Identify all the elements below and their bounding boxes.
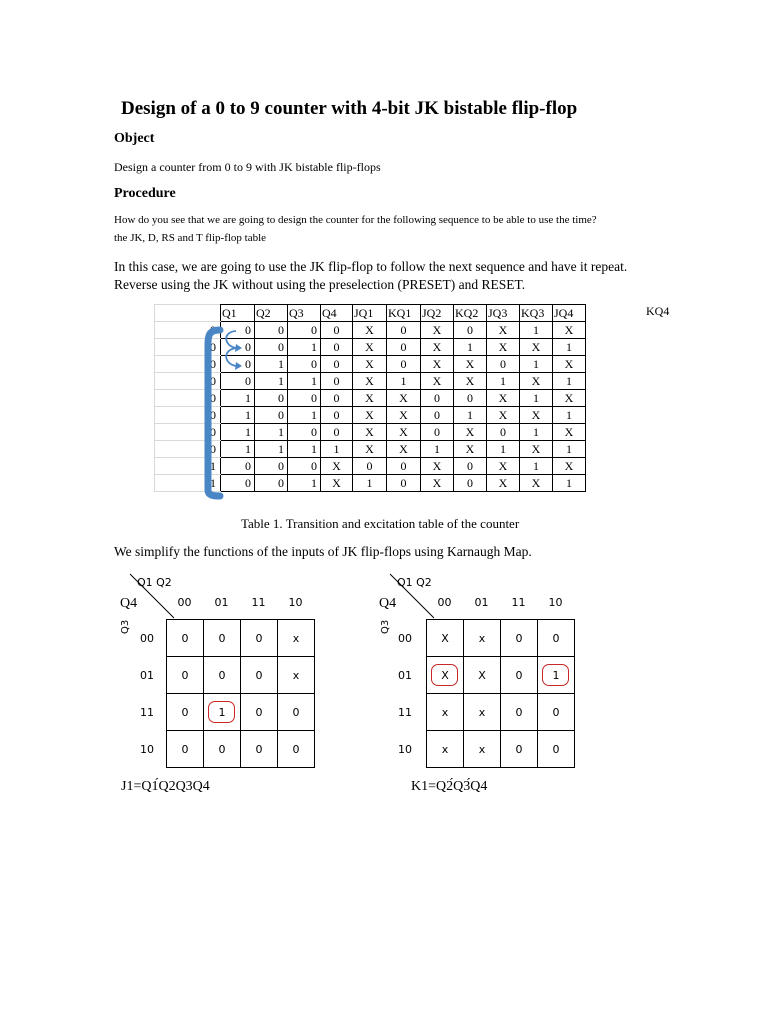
table-cell: 0	[255, 339, 288, 356]
kmap-cell	[167, 657, 204, 694]
table-cell: 0	[221, 339, 255, 356]
table-cell: 0	[255, 475, 288, 492]
table-cell: 0	[155, 373, 221, 390]
kmap-row-header: 11	[398, 706, 412, 719]
equation-k1: K1=Q2́Q3́Q4	[411, 779, 488, 794]
table-cell: 1	[553, 407, 586, 424]
table-cell: 1	[553, 373, 586, 390]
table-header-cell: Q4	[321, 305, 353, 322]
table-cell: 1	[221, 390, 255, 407]
kmap-cell-value: 0	[292, 705, 300, 719]
table-cell: X	[553, 458, 586, 475]
table-cell: X	[421, 339, 454, 356]
table-cell: 0	[321, 390, 353, 407]
table-cell: 1	[288, 441, 321, 458]
kmap-cell	[241, 620, 278, 657]
kmap-rotated-label: Q3	[380, 619, 391, 634]
group-circle	[208, 701, 235, 723]
kmap-cell	[204, 620, 241, 657]
table-cell: X	[520, 373, 553, 390]
kmap-col-header: 11	[511, 596, 526, 609]
kmap-cell	[241, 731, 278, 768]
table-cell: 1	[421, 441, 454, 458]
kmap-grid	[166, 619, 315, 768]
table-cell: 0	[255, 390, 288, 407]
table-cell: 1	[155, 458, 221, 475]
table-cell: 0	[321, 322, 353, 339]
table-cell: 0	[321, 373, 353, 390]
kmap-cell	[167, 731, 204, 768]
kmap-row-header: 10	[140, 743, 154, 756]
kmap-cell	[278, 731, 315, 768]
table-cell: 0	[321, 424, 353, 441]
table-cell: X	[353, 322, 387, 339]
table-header-row	[155, 305, 586, 322]
table-cell: X	[387, 424, 421, 441]
kmap-cell	[241, 694, 278, 731]
group-circle	[431, 664, 458, 686]
object-heading: Object	[114, 131, 155, 146]
table-cell: X	[353, 339, 387, 356]
table-cell: 0	[255, 407, 288, 424]
kmap-cell	[427, 657, 464, 694]
table-cell: 1	[487, 441, 520, 458]
kmap-col-header: 11	[251, 596, 266, 609]
kmap-cell-value: 0	[515, 742, 523, 756]
kmap-cell-value: 0	[255, 742, 263, 756]
table-header-cell: Q3	[288, 305, 321, 322]
paragraph-line-1: In this case, we are going to use the JK flip-flop to follow the next sequence and have it repeat.	[114, 259, 628, 274]
kmap-cell-value: 0	[552, 705, 560, 719]
table-cell: X	[353, 424, 387, 441]
kmap-row	[167, 657, 315, 694]
kmap-row-header: 10	[398, 743, 412, 756]
table-cell: X	[387, 390, 421, 407]
kmap-col-header: 01	[474, 596, 489, 609]
table-cell: X	[321, 475, 353, 492]
table-cell: 0	[387, 475, 421, 492]
table-cell: 0	[221, 458, 255, 475]
procedure-line-1: How do you see that we are going to design the counter for the following sequence to be able to use the time?	[114, 214, 597, 226]
kmap-col-header: 10	[288, 596, 303, 609]
table-header-blank	[155, 305, 221, 322]
table-header-kq4: KQ4	[646, 304, 670, 318]
table-cell: X	[321, 458, 353, 475]
kmap-top-label: Q1 Q2	[397, 576, 432, 589]
table-header-cell: Q1	[221, 305, 255, 322]
table-cell: X	[353, 441, 387, 458]
kmap-cell-value: X	[478, 668, 486, 682]
table-cell: 1	[520, 322, 553, 339]
table-caption: Table 1. Transition and excitation table of the counter	[241, 516, 520, 531]
simplify-text: We simplify the functions of the inputs of JK flip-flops using Karnaugh Map.	[114, 544, 532, 559]
table-cell: 0	[288, 390, 321, 407]
kmap-cell-value: X	[441, 631, 449, 645]
table-cell: 1	[520, 356, 553, 373]
kmap-row	[427, 731, 575, 768]
kmap-cell	[464, 657, 501, 694]
kmap-cell-value: X	[441, 668, 449, 682]
table-cell: 0	[487, 356, 520, 373]
table-cell: 1	[387, 373, 421, 390]
table-cell: X	[353, 407, 387, 424]
table-cell: 0	[454, 475, 487, 492]
table-header-cell: KQ3	[520, 305, 553, 322]
table-cell: 1	[520, 424, 553, 441]
table-cell: 0	[421, 390, 454, 407]
kmap-cell	[501, 731, 538, 768]
table-cell: X	[520, 475, 553, 492]
table-cell: X	[421, 475, 454, 492]
kmap-row	[427, 657, 575, 694]
kmap-cell	[204, 731, 241, 768]
table-cell: 0	[387, 458, 421, 475]
table-cell: 1	[321, 441, 353, 458]
table-cell: 0	[221, 475, 255, 492]
table-cell: X	[553, 322, 586, 339]
table-header-cell: KQ1	[387, 305, 421, 322]
table-cell: 1	[288, 407, 321, 424]
kmap-col-header: 01	[214, 596, 229, 609]
kmap-row-header: 11	[140, 706, 154, 719]
table-cell: X	[454, 441, 487, 458]
table-cell: 0	[255, 322, 288, 339]
table-cell: X	[387, 441, 421, 458]
table-cell: X	[487, 407, 520, 424]
kmap-cell-value: 0	[181, 705, 189, 719]
table-cell: X	[421, 356, 454, 373]
kmap-cell-value: 0	[515, 631, 523, 645]
table-cell: X	[487, 458, 520, 475]
kmap-cell	[278, 694, 315, 731]
kmap-cell-value: 0	[552, 631, 560, 645]
kmap-cell	[464, 620, 501, 657]
table-cell: 1	[487, 373, 520, 390]
table-cell: 1	[288, 475, 321, 492]
table-cell: 1	[155, 475, 221, 492]
kmap-row	[167, 620, 315, 657]
table-cell: 0	[487, 424, 520, 441]
table-cell: 0	[321, 339, 353, 356]
table-cell: 0	[321, 407, 353, 424]
table-cell: 0	[155, 339, 221, 356]
kmap-cell-value: x	[478, 631, 486, 645]
kmap-cell	[501, 620, 538, 657]
kmap-cell-value: 1	[552, 668, 560, 682]
table-cell: 0	[255, 458, 288, 475]
table-cell: 0	[288, 322, 321, 339]
table-header-cell: JQ4	[553, 305, 586, 322]
table-cell: 1	[454, 407, 487, 424]
table-cell: X	[454, 373, 487, 390]
table-cell: 1	[553, 441, 586, 458]
kmap-cell-value: 0	[292, 742, 300, 756]
table-cell: 0	[155, 322, 221, 339]
table-cell: 0	[221, 322, 255, 339]
table-cell: X	[553, 356, 586, 373]
kmap-cell-value: 0	[255, 705, 263, 719]
table-cell: 1	[255, 356, 288, 373]
step-arrow-1-head	[235, 344, 242, 352]
kmap-cell-value: 0	[181, 631, 189, 645]
step-arrow-2-head	[235, 362, 242, 370]
table-cell: 0	[155, 441, 221, 458]
table-cell: 0	[221, 356, 255, 373]
kmap-cell	[167, 620, 204, 657]
page-title: Design of a 0 to 9 counter with 4-bit JK bistable flip-flop	[121, 98, 578, 119]
kmap-side-label: Q4	[379, 596, 397, 611]
kmap-cell	[427, 694, 464, 731]
table-cell: X	[353, 356, 387, 373]
table-cell: 1	[221, 441, 255, 458]
table-cell: X	[454, 424, 487, 441]
table-cell: 0	[288, 458, 321, 475]
kmap-col-header: 00	[177, 596, 192, 609]
table-cell: X	[553, 390, 586, 407]
table-cell: 0	[387, 322, 421, 339]
kmap-cell-value: 0	[218, 742, 226, 756]
table-cell: 0	[421, 424, 454, 441]
kmap-cell	[278, 620, 315, 657]
table-cell: 0	[454, 458, 487, 475]
table-cell: 1	[255, 424, 288, 441]
kmap-cell-value: 0	[218, 668, 226, 682]
table-cell: 0	[155, 390, 221, 407]
equation-j1: J1=Q1́Q2Q3Q4	[121, 779, 210, 794]
kmap-row-header: 01	[140, 669, 154, 682]
table-cell: X	[487, 475, 520, 492]
table-cell: 1	[288, 373, 321, 390]
table-cell: 1	[221, 424, 255, 441]
kmap-cell-value: 0	[515, 705, 523, 719]
kmap-row	[167, 731, 315, 768]
kmap-cell-value: 0	[255, 631, 263, 645]
table-cell: X	[454, 356, 487, 373]
kmap-cell	[204, 694, 241, 731]
kmap-cell-value: 0	[181, 742, 189, 756]
kmap-cell-value: 0	[515, 668, 523, 682]
table-cell: 1	[553, 339, 586, 356]
table-cell: 0	[421, 407, 454, 424]
kmap-cell-value: 1	[218, 705, 226, 719]
kmap-cell-value: x	[292, 668, 300, 682]
table-header-cell: JQ3	[487, 305, 520, 322]
sequence-arrows	[196, 322, 256, 502]
table-cell: X	[421, 458, 454, 475]
table-cell: 0	[454, 390, 487, 407]
kmap-cell-value: x	[292, 631, 300, 645]
table-cell: 0	[387, 356, 421, 373]
kmap-row-header: 00	[398, 632, 412, 645]
kmap-row	[167, 694, 315, 731]
table-cell: X	[520, 339, 553, 356]
kmap-row	[427, 620, 575, 657]
kmap-cell-value: 0	[218, 631, 226, 645]
kmap-cell	[427, 620, 464, 657]
table-cell: 0	[288, 424, 321, 441]
repeat-bracket	[208, 330, 220, 496]
kmap-row	[427, 694, 575, 731]
kmap-cell	[464, 731, 501, 768]
table-cell: 0	[353, 458, 387, 475]
kmap-row-header: 00	[140, 632, 154, 645]
kmap-row-header: 01	[398, 669, 412, 682]
table-header-cell: KQ2	[454, 305, 487, 322]
procedure-line-2: the JK, D, RS and T flip-flop table	[114, 232, 267, 244]
group-circle	[542, 664, 569, 686]
object-text: Design a counter from 0 to 9 with JK bistable flip-flops	[114, 160, 381, 174]
kmap-grid	[426, 619, 575, 768]
table-cell: 1	[255, 441, 288, 458]
kmap-cell-value: 0	[181, 668, 189, 682]
table-header-cell: Q2	[255, 305, 288, 322]
table-cell: X	[387, 407, 421, 424]
kmap-cell	[501, 657, 538, 694]
table-cell: 1	[520, 390, 553, 407]
table-cell: 0	[155, 424, 221, 441]
table-header-cell: JQ1	[353, 305, 387, 322]
kmap-cell-value: 0	[552, 742, 560, 756]
step-arrow-1	[226, 331, 236, 348]
procedure-heading: Procedure	[114, 186, 176, 201]
step-arrow-2	[226, 348, 236, 366]
table-cell: X	[520, 441, 553, 458]
kmap-cell	[464, 694, 501, 731]
kmap-cell	[538, 620, 575, 657]
kmap-side-label: Q4	[120, 596, 138, 611]
table-cell: X	[487, 390, 520, 407]
table-cell: X	[553, 424, 586, 441]
kmap-cell-value: x	[478, 705, 486, 719]
kmap-cell-value: x	[441, 742, 449, 756]
table-cell: 0	[221, 373, 255, 390]
table-cell: 1	[520, 458, 553, 475]
table-cell: 0	[155, 356, 221, 373]
table-cell: X	[487, 339, 520, 356]
kmap-rotated-label: Q3	[120, 619, 131, 634]
kmap-col-header: 10	[548, 596, 563, 609]
kmap-cell	[501, 694, 538, 731]
kmap-cell-value: x	[441, 705, 449, 719]
table-cell: X	[421, 322, 454, 339]
table-cell: X	[520, 407, 553, 424]
table-cell: 1	[288, 339, 321, 356]
kmap-cell	[538, 694, 575, 731]
table-cell: 1	[454, 339, 487, 356]
kmap-cell-value: x	[478, 742, 486, 756]
table-cell: 1	[221, 407, 255, 424]
table-cell: 0	[155, 407, 221, 424]
kmap-cell	[278, 657, 315, 694]
kmap-cell	[538, 657, 575, 694]
table-cell: 0	[454, 322, 487, 339]
table-cell: 0	[321, 356, 353, 373]
kmap-k1	[378, 572, 578, 772]
table-cell: 1	[553, 475, 586, 492]
table-cell: 1	[353, 475, 387, 492]
kmap-cell	[538, 731, 575, 768]
table-cell: 1	[255, 373, 288, 390]
table-cell: 0	[387, 339, 421, 356]
kmap-j1	[118, 572, 318, 772]
kmap-top-label: Q1 Q2	[137, 576, 172, 589]
paragraph-line-2: Reverse using the JK without using the preselection (PRESET) and RESET.	[114, 277, 526, 292]
kmap-col-header: 00	[437, 596, 452, 609]
kmap-cell	[241, 657, 278, 694]
table-header-cell: JQ2	[421, 305, 454, 322]
kmap-cell	[427, 731, 464, 768]
table-cell: X	[353, 390, 387, 407]
kmap-cell-value: 0	[255, 668, 263, 682]
table-cell: X	[421, 373, 454, 390]
table-cell: X	[353, 373, 387, 390]
kmap-cell	[204, 657, 241, 694]
kmap-cell	[167, 694, 204, 731]
table-cell: X	[487, 322, 520, 339]
table-cell: 0	[288, 356, 321, 373]
